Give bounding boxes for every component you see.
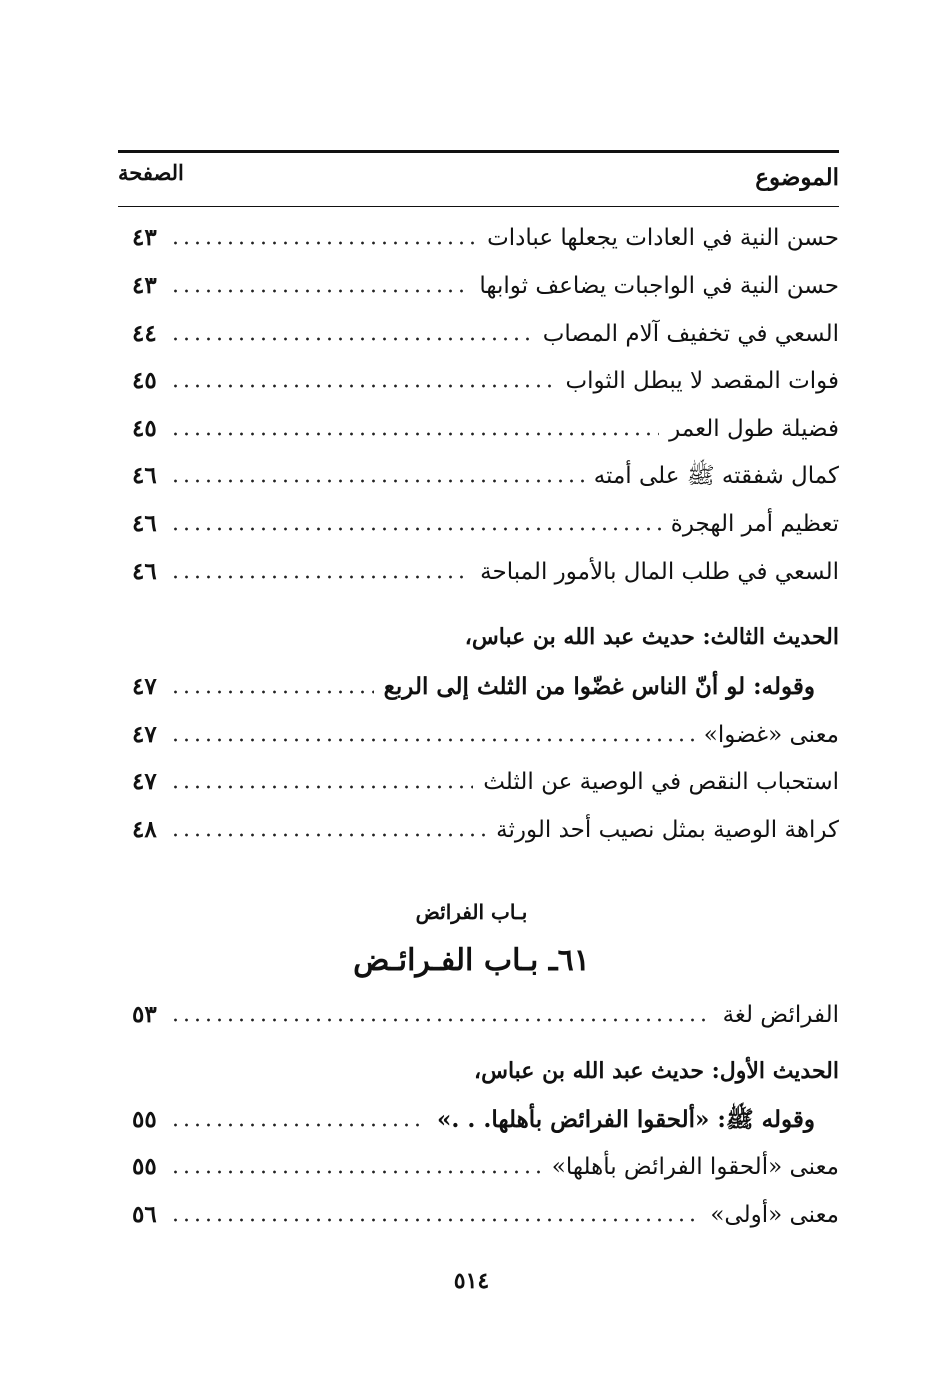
header-top-rule — [118, 150, 839, 153]
toc-entry-text: معنى «ألحقوا الفرائض بأهلها» — [551, 1154, 839, 1180]
toc-entry-text: معنى «أولى» — [710, 1202, 839, 1228]
column-header-topic: الموضوع — [755, 164, 839, 191]
toc-entry-text: وقوله ﷺ: «ألحقوا الفرائض بأهلها. . .» — [436, 1106, 815, 1133]
toc-entry — [132, 668, 815, 706]
toc-entry-text: السعي في تخفيف آلام المصاب — [542, 321, 839, 347]
toc-entry — [132, 1196, 839, 1234]
toc-entry — [132, 811, 839, 849]
toc-entry-text: معنى «غضوا» — [703, 722, 839, 748]
toc-entry-text: كمال شفقته ﷺ على أمته — [593, 463, 839, 489]
toc-entry-text: فضيلة طول العمر — [669, 416, 839, 442]
toc-entry — [132, 457, 839, 495]
toc-entry-text: وقوله: لو أنّ الناس غضّوا من الثلث إلى الربع — [383, 673, 815, 700]
leader-dots — [170, 1016, 713, 1024]
leader-dots — [170, 1168, 542, 1176]
leader-dots — [170, 335, 533, 343]
leader-dots — [170, 736, 694, 744]
toc-entry-page: ٤٦ — [132, 558, 157, 585]
toc-entry-text: حسن النية في العادات يجعلها عبادات — [487, 225, 839, 251]
toc-entry-page: ٤٥ — [132, 415, 157, 442]
toc-entry-text: فوات المقصد لا يبطل الثواب — [565, 368, 839, 394]
leader-dots — [170, 1216, 700, 1224]
leader-dots — [170, 382, 555, 390]
header-bottom-rule — [118, 206, 839, 207]
toc-entry — [132, 315, 839, 353]
leader-dots — [170, 1121, 427, 1129]
toc-entry-page: ٤٦ — [132, 510, 157, 537]
toc-entry — [132, 267, 839, 305]
leader-dots — [170, 477, 584, 485]
chapter-title-large: ٦١ـ بـاب الفـرائـض — [353, 943, 590, 978]
toc-entry-text: كراهة الوصية بمثل نصيب أحد الورثة — [496, 817, 839, 843]
toc-entry — [132, 505, 839, 543]
column-header-page: الصفحة — [118, 160, 184, 185]
toc-entry-page: ٤٣ — [132, 272, 157, 299]
toc-entry-page: ٤٧ — [132, 673, 157, 700]
toc-entry — [132, 996, 839, 1034]
toc-entry — [132, 763, 839, 801]
toc-entry — [132, 1148, 839, 1186]
toc-entry-page: ٤٧ — [132, 721, 157, 748]
toc-entry — [132, 410, 839, 448]
toc-entry-page: ٥٦ — [132, 1201, 157, 1228]
toc-entry-text: الفرائض لغة — [722, 1002, 839, 1028]
toc-entry — [132, 219, 839, 257]
leader-dots — [170, 573, 470, 581]
toc-entry-page: ٥٥ — [132, 1153, 157, 1180]
toc-entry-page: ٥٥ — [132, 1106, 157, 1133]
toc-entry-text: السعي في طلب المال بالأمور المباحة — [480, 559, 839, 585]
leader-dots — [170, 688, 374, 696]
toc-entry-page: ٤٧ — [132, 768, 157, 795]
toc-entry-page: ٤٤ — [132, 320, 157, 347]
toc-entry — [132, 553, 839, 591]
leader-dots — [170, 525, 661, 533]
toc-entry-text: تعظيم أمر الهجرة — [670, 511, 839, 537]
page-number: ٥١٤ — [453, 1268, 490, 1294]
toc-entry-page: ٥٣ — [132, 1001, 157, 1028]
toc-entry-text: استحباب النقص في الوصية عن الثلث — [483, 769, 839, 795]
leader-dots — [170, 783, 473, 791]
toc-entry — [132, 1101, 815, 1139]
toc-entry — [132, 716, 839, 754]
toc-entry-text: حسن النية في الواجبات يضاعف ثوابها — [479, 273, 839, 299]
section-heading-hadith-1: الحديث الأول: حديث عبد الله بن عباس، — [473, 1058, 839, 1084]
leader-dots — [170, 430, 659, 438]
leader-dots — [170, 287, 469, 295]
toc-entry-page: ٤٨ — [132, 816, 157, 843]
leader-dots — [170, 831, 486, 839]
leader-dots — [170, 239, 477, 247]
toc-entry-page: ٤٥ — [132, 367, 157, 394]
toc-entry-page: ٤٣ — [132, 224, 157, 251]
toc-entry-page: ٤٦ — [132, 462, 157, 489]
toc-entry — [132, 362, 839, 400]
chapter-title-small: بـاب الفرائض — [415, 900, 528, 924]
section-heading-hadith-3: الحديث الثالث: حديث عبد الله بن عباس، — [464, 624, 839, 650]
